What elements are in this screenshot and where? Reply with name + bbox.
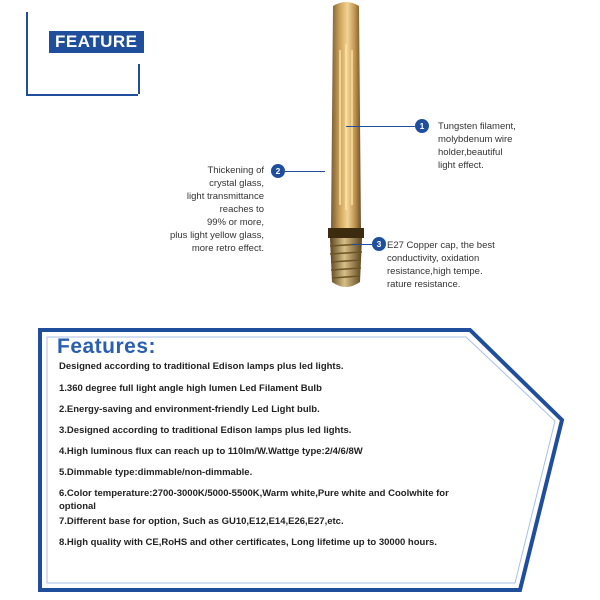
list-item: 6.Color temperature:2700-3000K/5000-5500K,Warm white,Pure white and Coolwhite for optional [59,488,449,512]
callout-marker-3: 3 [372,237,386,251]
list-item: 1.360 degree full light angle high lumen Led Filament Bulb [59,383,322,394]
list-item: 7.Different base for option, Such as GU10,E12,E14,E26,E27,etc. [59,516,344,527]
callout-text-1: Tungsten filament, molybdenum wire holder,beautiful light effect. [438,121,516,171]
callout-text-2: Thickening of crystal glass, light transmittance reaches to 99% or more, plus light yellow glass, more retro effect. [170,165,264,254]
feature-badge: FEATURE [49,31,144,53]
features-list [59,382,449,549]
list-item: 5.Dimmable type:dimmable/non-dimmable. [59,467,253,478]
list-item: 2.Energy-saving and environment-friendly Led Light bulb. [59,404,320,415]
leader-line-2 [285,171,325,172]
callout-marker-2: 2 [271,164,285,178]
callout-marker-1: 1 [415,119,429,133]
feature-frame [26,12,138,96]
leader-line-1 [346,126,415,127]
list-item: 8.High quality with CE,RoHS and other certificates, Long lifetime up to 30000 hours. [59,537,437,548]
list-item: 3.Designed according to traditional Edison lamps plus led lights. [59,425,352,436]
features-intro: Designed according to traditional Edison lamps plus led lights. [59,361,344,372]
features-title: Features: [57,335,157,358]
callout-text-3: E27 Copper cap, the best conductivity, oxidation resistance,high tempe. rature resistance. [387,240,495,290]
list-item: 4.High luminous flux can reach up to 110lm/W.Wattge type:2/4/6/8W [59,446,363,457]
bulb-cap [328,228,364,287]
leader-line-3 [352,244,372,245]
